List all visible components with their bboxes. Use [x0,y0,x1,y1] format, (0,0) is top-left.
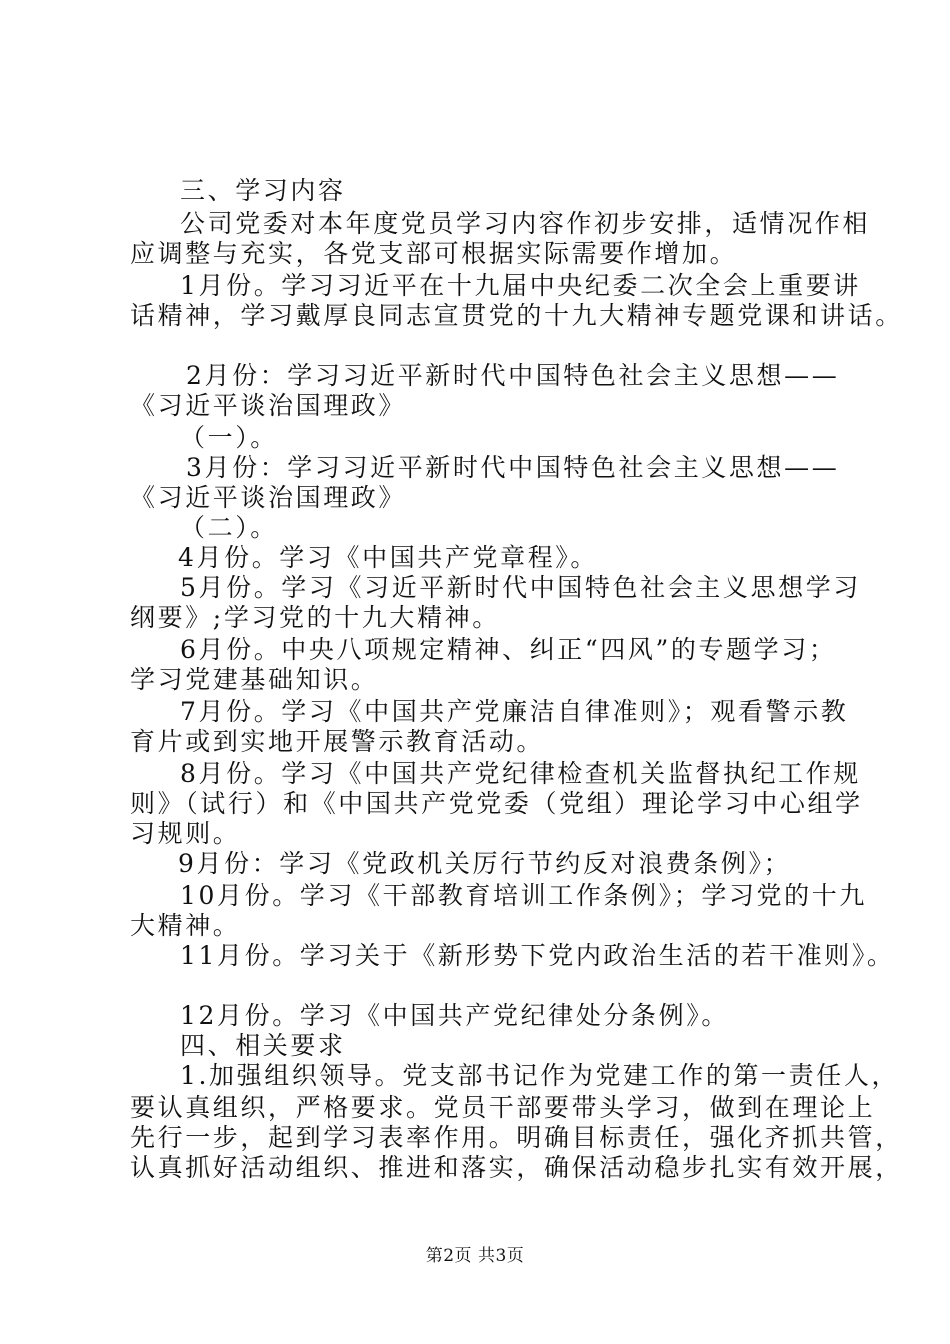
paragraph-line: 《习近平谈治国理政》 [130,483,407,512]
paragraph-line: 学习党建基础知识。 [130,665,379,694]
paragraph-line: 5月份。学习《习近平新时代中国特色社会主义思想学习 [180,573,861,602]
paragraph-line: 7月份。学习《中国共产党廉洁自律准则》；观看警示教 [180,697,849,726]
paragraph-line: 应调整与充实，各党支部可根据实际需要作增加。 [130,239,738,268]
paragraph-line: 2月份：学习习近平新时代中国特色社会主义思想—— [186,361,840,390]
paragraph-line: 《习近平谈治国理政》 [130,391,407,420]
paragraph-line: 先行一步，起到学习表率作用。明确目标责任，强化齐抓共管， [130,1123,903,1152]
paragraph-line: 则》（试行）和《中国共产党党委（党组）理论学习中心组学 [130,789,863,818]
paragraph-line: 育片或到实地开展警示教育活动。 [130,727,545,756]
paragraph-line: （二）。 [180,513,278,542]
paragraph-line: 4月份。学习《中国共产党章程》。 [178,543,599,572]
paragraph-line: 11月份。学习关于《新形势下党内政治生活的若干准则》。 [180,941,895,970]
paragraph-line: 3月份：学习习近平新时代中国特色社会主义思想—— [186,453,840,482]
paragraph-line: 1.加强组织领导。党支部书记作为党建工作的第一责任人， [180,1061,900,1090]
section-heading: 四、相关要求 [180,1031,346,1060]
paragraph-line: 认真抓好活动组织、推进和落实，确保活动稳步扎实有效开展， [130,1153,903,1182]
page-number-footer: 第2页 共3页 [425,1246,525,1266]
paragraph-line: 8月份。学习《中国共产党纪律检查机关监督执纪工作规 [180,759,861,788]
paragraph-line: 9月份：学习《党政机关厉行节约反对浪费条例》； [178,849,792,878]
paragraph-line: 话精神，学习戴厚良同志宣贯党的十九大精神专题党课和讲话。 [130,301,903,330]
paragraph-line: 纲要》;学习党的十九大精神。 [130,603,500,632]
paragraph-line: 1月份。学习习近平在十九届中央纪委二次全会上重要讲 [180,271,861,300]
paragraph-line: 12月份。学习《中国共产党纪律处分条例》。 [180,1001,729,1030]
paragraph-line: 要认真组织，严格要求。党员干部要带头学习，做到在理论上 [130,1093,876,1122]
paragraph-line: （一）。 [180,423,278,452]
paragraph-line: 习规则。 [130,819,241,848]
paragraph-line: 10月份。学习《干部教育培训工作条例》；学习党的十九 [180,881,867,910]
paragraph-line: 大精神。 [130,911,241,940]
paragraph-line: 公司党委对本年度党员学习内容作初步安排，适情况作相 [180,209,871,238]
section-heading: 三、学习内容 [180,176,346,205]
paragraph-line: 6月份。中央八项规定精神、纠正“四风”的专题学习； [180,635,837,664]
